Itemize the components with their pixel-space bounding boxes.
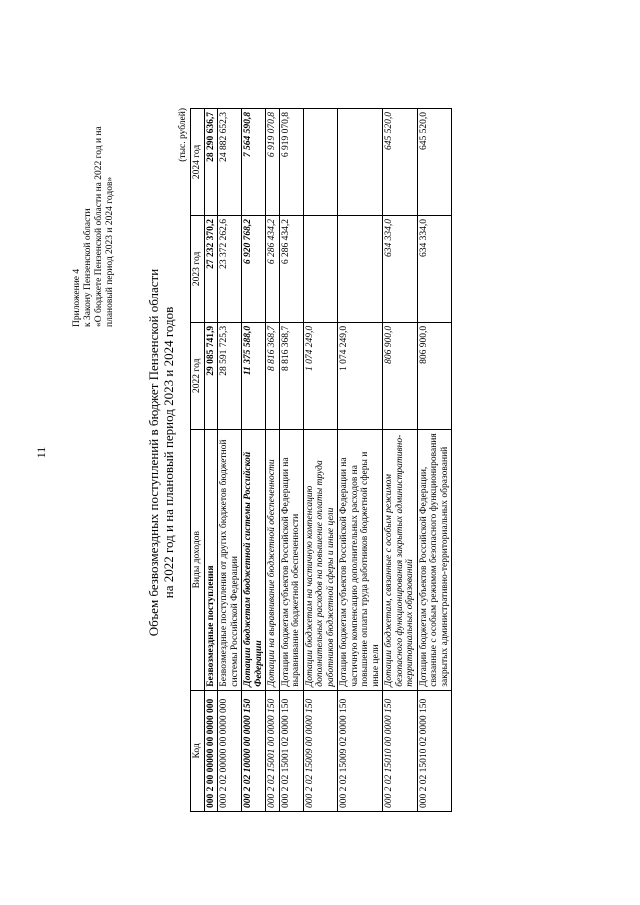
- row-code: 000 2 02 15001 00 0000 150: [266, 690, 280, 811]
- row-code: 000 2 02 10000 00 0000 150: [242, 690, 266, 811]
- appendix-line: к Закону Пензенской области: [83, 208, 93, 327]
- table-header-row: [191, 109, 205, 812]
- row-value-2024: [303, 109, 338, 216]
- row-name: Дотации на выравнивание бюджетной обеспеченности: [266, 429, 280, 690]
- header-2023: 2023 год: [191, 215, 205, 322]
- row-code: 000 2 00 00000 00 0000 000: [204, 690, 218, 811]
- row-value-2023: 634 334,0: [383, 215, 418, 322]
- row-value-2023: 6 286 434,2: [266, 215, 280, 322]
- row-value-2022: 806 900,0: [417, 322, 452, 429]
- row-value-2023: [338, 215, 383, 322]
- table-row: [303, 109, 338, 812]
- table-row: [242, 109, 266, 812]
- row-value-2022: 806 900,0: [383, 322, 418, 429]
- title-line-2: на 2022 год и на плановый период 2023 и 2024 годов: [161, 306, 176, 599]
- table-row: [279, 109, 303, 812]
- row-value-2022: 8 816 368,7: [266, 322, 280, 429]
- row-name: Дотации бюджетам субъектов Российской Федерации на частичную компенсацию дополнительных расходов на повышение оплаты труда работников бюджетной сферы и иные цели: [338, 429, 383, 690]
- row-code: 000 2 02 15001 02 0000 150: [279, 690, 303, 811]
- row-value-2024: 6 919 070,8: [266, 109, 280, 216]
- row-value-2024: [338, 109, 383, 216]
- row-code: 000 2 02 15009 02 0000 150: [338, 690, 383, 811]
- header-2022: 2022 год: [191, 322, 205, 429]
- units-label: (тыс. рублей): [178, 108, 188, 162]
- row-value-2022: 11 375 588,0: [242, 322, 266, 429]
- row-value-2023: 27 232 370,2: [204, 215, 218, 322]
- table-row: [417, 109, 452, 812]
- row-code: 000 2 02 00000 00 0000 000: [218, 690, 242, 811]
- row-value-2024: 645 520,0: [383, 109, 418, 216]
- header-code: Код: [191, 690, 205, 811]
- row-value-2022: 8 816 368,7: [279, 322, 303, 429]
- header-name: Виды доходов: [191, 429, 205, 690]
- row-value-2023: 6 920 768,2: [242, 215, 266, 322]
- row-name: Безвозмездные поступления: [204, 429, 218, 690]
- row-name: Дотации бюджетам, связанные с особым режимом безопасного функционирования закрытых административно-территориальных образований: [383, 429, 418, 690]
- row-value-2023: 6 286 434,2: [279, 215, 303, 322]
- table-row: [266, 109, 280, 812]
- row-value-2024: 6 919 070,8: [279, 109, 303, 216]
- row-name: Дотации бюджетам субъектов Российской Федерации на выравнивание бюджетной обеспеченности: [279, 429, 303, 690]
- revenue-table: [190, 108, 452, 812]
- appendix-note: [72, 126, 116, 327]
- row-value-2023: 634 334,0: [417, 215, 452, 322]
- row-value-2023: 23 372 262,6: [218, 215, 242, 322]
- row-code: 000 2 02 15009 00 0000 150: [303, 690, 338, 811]
- row-value-2022: 1 074 249,0: [338, 322, 383, 429]
- row-name: Дотации бюджетам на частичную компенсацию дополнительных расходов на повышение оплаты труда работников бюджетной сферы и иные цели: [303, 429, 338, 690]
- table-row: [204, 109, 218, 812]
- row-value-2024: 28 290 636,7: [204, 109, 218, 216]
- row-code: 000 2 02 15010 00 0000 150: [383, 690, 418, 811]
- row-value-2024: 24 882 652,3: [218, 109, 242, 216]
- title-line-1: Объем безвозмездных поступлений в бюджет Пензенской области: [146, 268, 161, 637]
- row-name: Дотации бюджетам субъектов Российской Федерации, связанные с особым режимом безопасного функционирования закрытых административно-территориальных образований: [417, 429, 452, 690]
- page-number: 11: [34, 446, 48, 459]
- table-row: [218, 109, 242, 812]
- row-name: Безвозмездные поступления от других бюджетов бюджетной системы Российской Федерации: [218, 429, 242, 690]
- row-value-2022: 28 591 725,3: [218, 322, 242, 429]
- row-value-2023: [303, 215, 338, 322]
- table-row: [383, 109, 418, 812]
- row-value-2024: 7 564 590,8: [242, 109, 266, 216]
- row-value-2024: 645 520,0: [417, 109, 452, 216]
- appendix-line: «О бюджете Пензенской области на 2022 год и на: [94, 126, 104, 327]
- row-code: 000 2 02 15010 02 0000 150: [417, 690, 452, 811]
- row-value-2022: 1 074 249,0: [303, 322, 338, 429]
- appendix-line: Приложение 4: [72, 268, 82, 327]
- table-row: [338, 109, 383, 812]
- row-value-2022: 29 085 741,9: [204, 322, 218, 429]
- document-title: [146, 0, 176, 905]
- row-name: Дотации бюджетам бюджетной системы Российской Федерации: [242, 429, 266, 690]
- appendix-line: плановый период 2023 и 2024 годов»: [105, 176, 115, 327]
- header-2024: 2024 год: [191, 109, 205, 216]
